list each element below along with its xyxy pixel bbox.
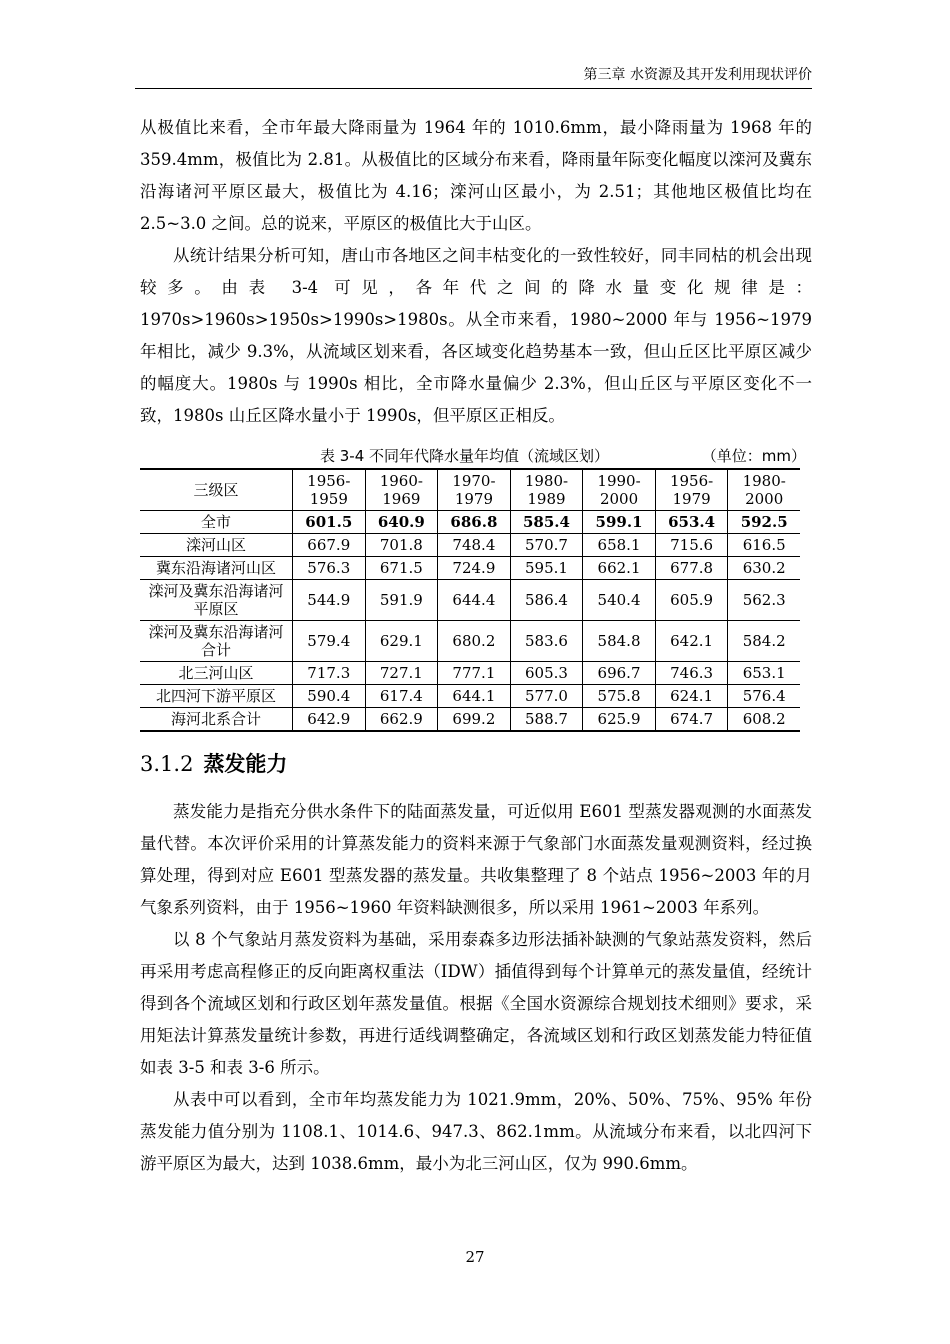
table-cell: 608.2	[728, 708, 800, 732]
table-cell: 748.4	[438, 534, 511, 557]
table-cell: 562.3	[728, 580, 800, 621]
row-label: 海河北系合计	[140, 708, 293, 732]
row-label: 滦河山区	[140, 534, 293, 557]
paragraph: 从统计结果分析可知，唐山市各地区之间丰枯变化的一致性较好，同丰同枯的机会出现较多。由表 3-4 可见，各年代之间的降水量变化规律是：1970s>1960s>1950s>1990s>1980s。从全市来看，1980~2000 年与 1956~1979 年相比，减少 9.3%，从流域区划来看，各区域变化趋势基本一致，但山丘区比平原区减少的幅度大。1980s 与 1990s 相比，全市降水量偏少 2.3%，但山丘区与平原区变化不一致，1980s 山丘区降水量小于 1990s，但平原区正相反。	[140, 246, 812, 425]
table-cell: 591.9	[365, 580, 438, 621]
row-label: 冀东沿海诸河山区	[140, 557, 293, 580]
table-cell: 544.9	[293, 580, 366, 621]
table-row	[140, 621, 800, 662]
table-cell: 601.5	[293, 511, 366, 534]
table-cell: 576.3	[293, 557, 366, 580]
table-row	[140, 662, 800, 685]
table-cell: 577.0	[510, 685, 583, 708]
section-heading	[140, 746, 812, 782]
page-number: 27	[465, 1248, 485, 1266]
table-cell: 642.9	[293, 708, 366, 732]
table-column-header: 1956-1979	[655, 469, 728, 511]
table-cell: 674.7	[655, 708, 728, 732]
table-cell: 576.4	[728, 685, 800, 708]
table-row	[140, 708, 800, 732]
table-cell: 575.8	[583, 685, 656, 708]
running-header: 第三章 水资源及其开发利用现状评价	[135, 66, 812, 89]
table-cell: 717.3	[293, 662, 366, 685]
table-cell: 586.4	[510, 580, 583, 621]
table-row	[140, 511, 800, 534]
table-cell: 540.4	[583, 580, 656, 621]
table-column-header: 1960-1969	[365, 469, 438, 511]
table-cell: 680.2	[438, 621, 511, 662]
table-cell: 590.4	[293, 685, 366, 708]
table-cell: 727.1	[365, 662, 438, 685]
table-cell: 724.9	[438, 557, 511, 580]
row-label: 北三河山区	[140, 662, 293, 685]
table-cell: 746.3	[655, 662, 728, 685]
table-row	[140, 534, 800, 557]
table-cell: 592.5	[728, 511, 800, 534]
table-cell: 640.9	[365, 511, 438, 534]
section-title: 蒸发能力	[203, 752, 288, 776]
table-cell: 662.1	[583, 557, 656, 580]
table-cell: 583.6	[510, 621, 583, 662]
row-label: 全市	[140, 511, 293, 534]
table-cell: 570.7	[510, 534, 583, 557]
paragraph: 从极值比来看，全市年最大降雨量为 1964 年的 1010.6mm，最小降雨量为 1968 年的 359.4mm，极值比为 2.81。从极值比的区域分布来看，降雨量年际变化幅度以滦河及冀东沿海诸河平原区最大，极值比为 4.16；滦河山区最小，为 2.51；其他地区极值比均在 2.5~3.0 之间。总的说来，平原区的极值比大于山区。	[140, 118, 812, 233]
table-cell: 677.8	[655, 557, 728, 580]
table-cell: 644.4	[438, 580, 511, 621]
table-column-header: 1980-2000	[728, 469, 800, 511]
table-title: 表 3-4 不同年代降水量年均值（流域区划）	[320, 447, 610, 465]
table-cell: 696.7	[583, 662, 656, 685]
table-column-header: 1980-1989	[510, 469, 583, 511]
table-cell: 599.1	[583, 511, 656, 534]
table-cell: 595.1	[510, 557, 583, 580]
table-cell: 605.9	[655, 580, 728, 621]
section-number: 3.1.2	[140, 752, 194, 776]
table-cell: 701.8	[365, 534, 438, 557]
table-cell: 658.1	[583, 534, 656, 557]
table-cell: 653.4	[655, 511, 728, 534]
table-cell: 715.6	[655, 534, 728, 557]
table-cell: 616.5	[728, 534, 800, 557]
table-column-header: 1970-1979	[438, 469, 511, 511]
table-cell: 585.4	[510, 511, 583, 534]
page-body	[140, 112, 812, 1180]
table-cell: 584.2	[728, 621, 800, 662]
table-header-row	[140, 469, 800, 511]
paragraphs-bottom	[140, 796, 812, 1180]
table-cell: 624.1	[655, 685, 728, 708]
table-unit: （单位：mm）	[701, 447, 806, 465]
table-cell: 686.8	[438, 511, 511, 534]
table-cell: 588.7	[510, 708, 583, 732]
table-row	[140, 580, 800, 621]
table-cell: 584.8	[583, 621, 656, 662]
precipitation-table	[140, 468, 800, 732]
paragraph: 蒸发能力是指充分供水条件下的陆面蒸发量，可近似用 E601 型蒸发器观测的水面蒸发量代替。本次评价采用的计算蒸发能力的资料来源于气象部门水面蒸发量观测资料，经过换算处理，得到对应 E601 型蒸发器的蒸发量。共收集整理了 8 个站点 1956~2003 年的月气象系列资料，由于 1956~1960 年资料缺测很多，所以采用 1961~2003 年系列。	[140, 802, 812, 917]
table-cell: 699.2	[438, 708, 511, 732]
table-cell: 671.5	[365, 557, 438, 580]
paragraph: 从表中可以看到，全市年均蒸发能力为 1021.9mm，20%、50%、75%、95% 年份蒸发能力值分别为 1108.1、1014.6、947.3、862.1mm。从流域分布来看，以北四河下游平原区为最大，达到 1038.6mm，最小为北三河山区，仅为 990.6mm。	[140, 1090, 812, 1173]
paragraphs-top	[140, 112, 812, 432]
table-cell: 617.4	[365, 685, 438, 708]
table-cell: 642.1	[655, 621, 728, 662]
table-cell: 653.1	[728, 662, 800, 685]
table-column-header: 1956-1959	[293, 469, 366, 511]
row-label: 北四河下游平原区	[140, 685, 293, 708]
table-cell: 667.9	[293, 534, 366, 557]
table-row	[140, 685, 800, 708]
table-cell: 630.2	[728, 557, 800, 580]
table-cell: 777.1	[438, 662, 511, 685]
table-cell: 662.9	[365, 708, 438, 732]
table-row	[140, 557, 800, 580]
table-cell: 625.9	[583, 708, 656, 732]
table-cell: 579.4	[293, 621, 366, 662]
row-label: 滦河及冀东沿海诸河合计	[140, 621, 293, 662]
table-corner-cell: 三级区	[140, 469, 293, 511]
table-caption	[140, 444, 812, 468]
table-cell: 629.1	[365, 621, 438, 662]
table-body	[140, 511, 800, 732]
table-column-header: 1990-2000	[583, 469, 656, 511]
paragraph: 以 8 个气象站月蒸发资料为基础，采用泰森多边形法插补缺测的气象站蒸发资料，然后再采用考虑高程修正的反向距离权重法（IDW）插值得到每个计算单元的蒸发量值，经统计得到各个流域区划和行政区划年蒸发量值。根据《全国水资源综合规划技术细则》要求，采用矩法计算蒸发量统计参数，再进行适线调整确定，各流域区划和行政区划蒸发能力特征值如表 3-5 和表 3-6 所示。	[140, 930, 812, 1077]
table-cell: 644.1	[438, 685, 511, 708]
row-label: 滦河及冀东沿海诸河平原区	[140, 580, 293, 621]
table-cell: 605.3	[510, 662, 583, 685]
